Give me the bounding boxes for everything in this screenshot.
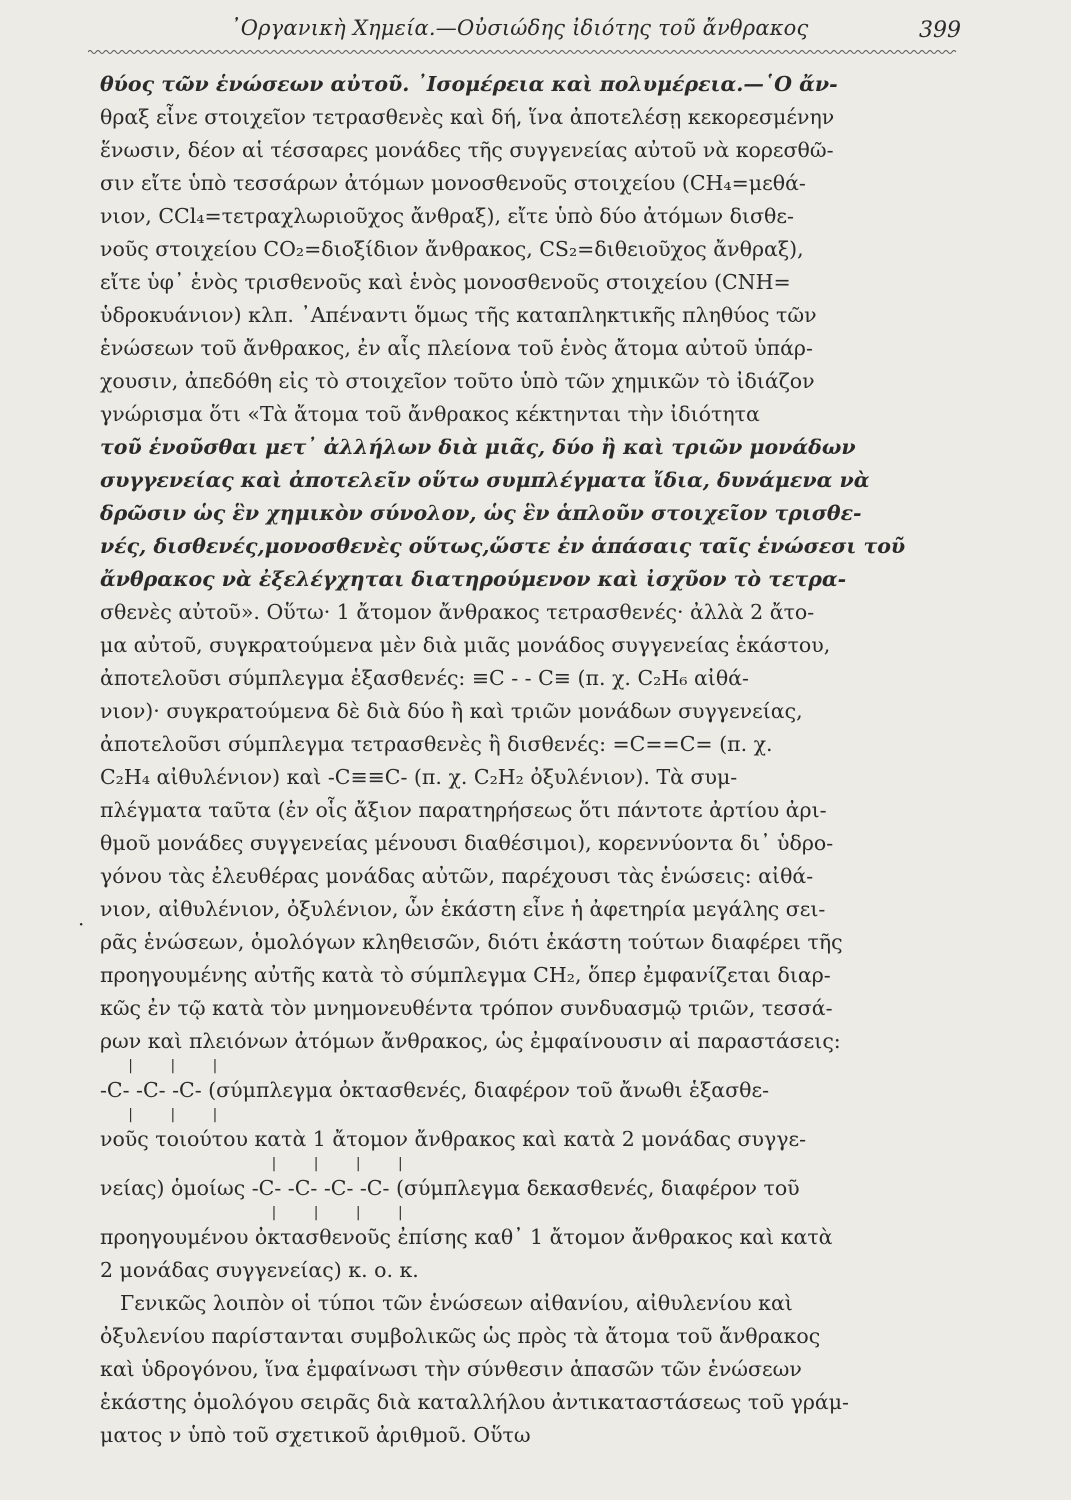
paragraph-1 <box>100 68 960 1058</box>
text-line: ἄνθρακος νὰ ἐξελέγχηται διατηρούμενον καὶ ἰσχῦον τὸ τετρα- <box>100 567 847 591</box>
formula-text: (σύμπλεγμα δεκασθενές, διαφέρον τοῦ <box>389 1176 800 1200</box>
formula-row <box>100 1172 960 1205</box>
text-line: μα αὐτοῦ, συγκρατούμενα μὲν διὰ μιᾶς μονάδος συγγενείας ἑκάστου, <box>100 633 831 657</box>
body-text <box>100 68 960 1452</box>
text-line: γόνου τὰς ἐλευθέρας μονάδας αὐτῶν, παρέχουσι τὰς ἑνώσεις: αἰθά- <box>100 864 814 888</box>
text-line: δρῶσιν ὡς ἓν χημικὸν σύνολον, ὡς ἓν ἁπλοῦν στοιχεῖον τρισθε- <box>100 501 862 525</box>
bond-marks-top: | | | <box>118 1058 220 1074</box>
bond-marks-bottom: | | | <box>118 1107 220 1123</box>
text-line: ἀποτελοῦσι σύμπλεγμα ἑξασθενές: ≡C - - C≡ (π. χ. C₂H₆ αἰθά- <box>100 666 749 690</box>
page-number: 399 <box>919 18 961 43</box>
text-line: θύος τῶν ἑνώσεων αὐτοῦ. ᾿Ισομέρεια καὶ πολυμέρεια.—῾Ο ἄν- <box>100 72 838 96</box>
running-title: ᾿Οργανικὴ Χημεία.—Οὐσιώδης ἰδιότης τοῦ ἄνθρακος <box>230 16 809 40</box>
text-line: θραξ εἶνε στοιχεῖον τετρασθενὲς καὶ δή, ἵνα ἀποτελέσῃ κεκορεσμένην <box>100 105 835 129</box>
text-line: προηγουμένης αὐτῆς κατὰ τὸ σύμπλεγμα CH₂, ὅπερ ἐμφανίζεται διαρ- <box>100 963 831 987</box>
formula-text: (σύμπλεγμα ὀκτασθενές, διαφέρον τοῦ ἄνωθι ἑξασθε- <box>201 1078 770 1102</box>
formula-block-1 <box>100 1058 960 1123</box>
text-line: ἕνωσιν, δέον αἱ τέσσαρες μονάδες τῆς συγγενείας αὐτοῦ νὰ κορεσθῶ- <box>100 138 834 162</box>
margin-dot: · <box>78 912 85 936</box>
bond-marks-bottom: | | | | <box>118 1205 405 1221</box>
text-line: νιον, αἰθυλένιον, ὀξυλένιον, ὧν ἑκάστη εἶνε ἡ ἀφετηρία μεγάλης σει- <box>100 897 826 921</box>
page-header <box>90 12 961 48</box>
text-line: ἑνώσεων τοῦ ἄνθρακος, ἐν αἷς πλείονα τοῦ ἑνὸς ἄτομα αὐτοῦ ὑπάρ- <box>100 336 813 360</box>
text-line: ἀποτελοῦσι σύμπλεγμα τετρασθενὲς ἢ δισθενές: =C==C= (π. χ. <box>100 732 773 756</box>
text-line: ἑκάστης ὁμολόγου σειρᾶς διὰ καταλλήλου ἀντικαταστάσεως τοῦ γράμ- <box>100 1390 849 1414</box>
text-line: νές, δισθενές,μονοσθενὲς οὕτως,ὥστε ἐν ἁπάσαις ταῖς ἑνώσεσι τοῦ <box>100 534 906 558</box>
text-line: καὶ ὑδρογόνου, ἵνα ἐμφαίνωσι τὴν σύνθεσιν ἁπασῶν τῶν ἑνώσεων <box>100 1357 802 1381</box>
text-line: ρων καὶ πλειόνων ἀτόμων ἄνθρακος, ὡς ἐμφαίνουσιν αἱ παραστάσεις: <box>100 1029 841 1053</box>
paragraph-2 <box>100 1287 960 1452</box>
text-line: κῶς ἐν τῷ κατὰ τὸν μνημονευθέντα τρόπον συνδυασμῷ τριῶν, τεσσά- <box>100 996 833 1020</box>
text-line: γνώρισμα ὅτι «Τὰ ἄτομα τοῦ ἄνθρακος κέκτηνται τὴν ἰδιότητα <box>100 402 760 426</box>
text-line: Γενικῶς λοιπὸν οἱ τύποι τῶν ἑνώσεων αἰθανίου, αἰθυλενίου καὶ <box>120 1291 793 1315</box>
text-line: ὑδροκυάνιον) κλπ. ᾿Απέναντι ὅμως τῆς καταπληκτικῆς πληθύος τῶν <box>100 303 817 327</box>
text-line: χουσιν, ἀπεδόθη εἰς τὸ στοιχεῖον τοῦτο ὑπὸ τῶν χημικῶν τὸ ἰδιάζον <box>100 369 815 393</box>
text-line: νοῦς στοιχείου CO₂=διοξίδιον ἄνθρακος, CS₂=διθειοῦχος ἄνθραξ), <box>100 237 804 261</box>
text-line: σθενὲς αὐτοῦ». Οὕτω· 1 ἄτομον ἄνθρακος τετρασθενές· ἀλλὰ 2 ἄτο- <box>100 600 815 624</box>
text-line: ὀξυλενίου παρίστανται συμβολικῶς ὡς πρὸς τὰ ἄτομα τοῦ ἄνθρακος <box>100 1324 821 1348</box>
text-line: C₂H₄ αἰθυλένιον) καὶ -C≡≡C- (π. χ. C₂H₂ ὀξυλένιον). Τὰ συμ- <box>100 765 738 789</box>
text-line: εἴτε ὑφ᾿ ἑνὸς τρισθενοῦς καὶ ἑνὸς μονοσθενοῦς στοιχείου (CNH= <box>100 270 791 294</box>
text-line: νοῦς τοιούτου κατὰ 1 ἄτομον ἄνθρακος καὶ κατὰ 2 μονάδας συγγε- <box>100 1127 807 1151</box>
text-line: σιν εἴτε ὑπὸ τεσσάρων ἀτόμων μονοσθενοῦς στοιχείου (CH₄=μεθά- <box>100 171 806 195</box>
carbon-chain-4: -C- -C- -C- -C- <box>251 1176 390 1200</box>
text-line: πλέγματα ταῦτα (ἐν οἷς ἄξιον παρατηρήσεως ὅτι πάντοτε ἀρτίου ἀρι- <box>100 798 827 822</box>
formula-lead: νείας) ὁμοίως <box>100 1176 252 1200</box>
text-line: νιον, CCl₄=τετραχλωριοῦχος ἄνθραξ), εἴτε ὑπὸ δύο ἀτόμων δισθε- <box>100 204 794 228</box>
text-line: τοῦ ἑνοῦσθαι μετ᾿ ἀλλήλων διὰ μιᾶς, δύο ἢ καὶ τριῶν μονάδων <box>100 435 856 459</box>
text-line: νιον)· συγκρατούμενα δὲ διὰ δύο ἢ καὶ τριῶν μονάδων συγγενείας, <box>100 699 803 723</box>
text-line: προηγουμένου ὀκτασθενοῦς ἐπίσης καθ᾿ 1 ἄτομον ἄνθρακος καὶ κατὰ <box>100 1225 833 1249</box>
text-line: θμοῦ μονάδες συγγενείας μένουσι διαθέσιμοι), κορεννύοντα δι᾿ ὑδρο- <box>100 831 834 855</box>
text-line: ρᾶς ἑνώσεων, ὁμολόγων κληθεισῶν, διότι ἑκάστη τούτων διαφέρει τῆς <box>100 930 843 954</box>
bond-marks-top: | | | | <box>118 1156 405 1172</box>
carbon-chain-3: -C- -C- -C- <box>100 1078 202 1102</box>
text-line: συγγενείας καὶ ἀποτελεῖν οὕτω συμπλέγματα ἴδια, δυνάμενα νὰ <box>100 468 870 492</box>
formula-row <box>100 1074 960 1107</box>
text-line: 2 μονάδας συγγενείας) κ. ο. κ. <box>100 1258 419 1282</box>
formula-block-2 <box>100 1156 960 1221</box>
text-line: ματος ν ὑπὸ τοῦ σχετικοῦ ἀριθμοῦ. Οὕτω <box>100 1423 531 1447</box>
decorative-wavy-rule <box>88 48 958 56</box>
